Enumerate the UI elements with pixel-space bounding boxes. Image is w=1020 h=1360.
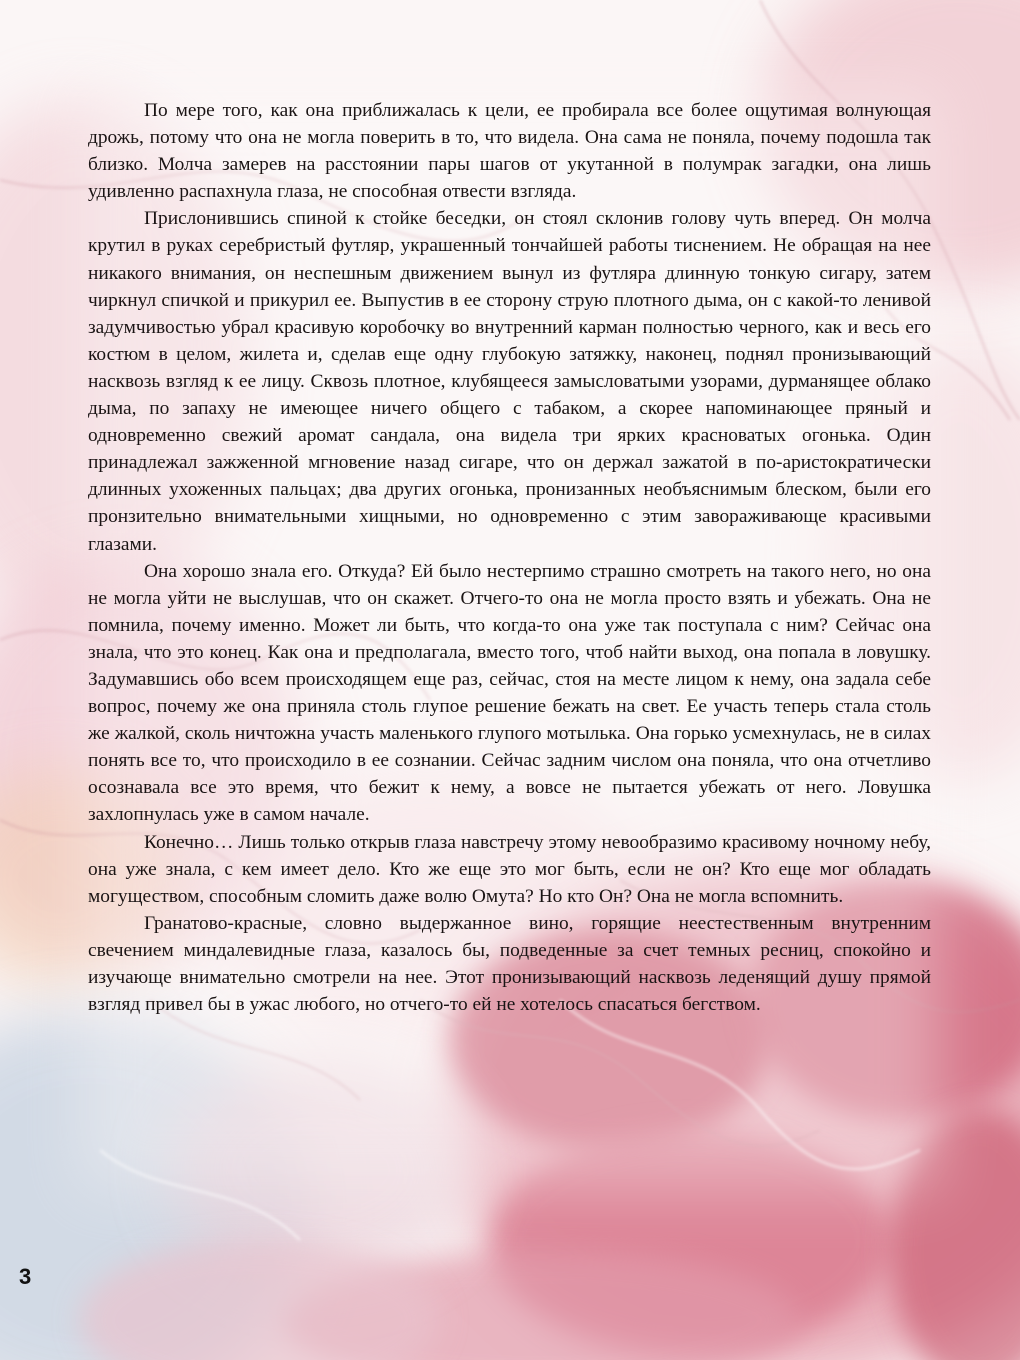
- paragraph-2: Прислонившись спиной к стойке беседки, он стоял склонив голову чуть вперед. Он молча крутил в руках серебристый футляр, украшенный тончайшей работы тиснением. Не обращая на нее никакого внимания, он неспешным движением вынул из футляра длинную тонкую сигару, затем чиркнул спичкой и прикурил ее. Выпустив в ее сторону струю плотного дыма, он с какой-то ленивой задумчивостью убрал красивую коробочку во внутренний карман полностью черного, как и весь его костюм в целом, жилета и, сделав еще одну глубокую затяжку, наконец, поднял пронизывающий насквозь взгляд к ее лицу. Сквозь плотное, клубящееся замысловатыми узорами, дурманящее облако дыма, по запаху не имеющее ничего общего с табаком, а скорее напоминающее пряный и одновременно свежий аромат сандала, она видела три ярких красноватых огонька. Один принадлежал зажженной мгновение назад сигаре, что он держал зажатой в по-аристократически длинных ухоженных пальцах; два других огонька, пронизанных необъяснимым блеском, были его пронзительно внимательными хищными, но одновременно с этим завораживающе красивыми глазами.: [88, 208, 931, 555]
- paragraph-1: По мере того, как она приближалась к цели, ее пробирала все более ощутимая волнующая дрожь, потому что она не могла поверить в то, что видела. Она сама не поняла, почему подошла так близко. Молча замерев на расстоянии пары шагов от укутанной в полумрак загадки, она лишь удивленно распахнула глаза, не способная отвести взгляда.: [88, 100, 931, 203]
- paragraph-3: Она хорошо знала его. Откуда? Ей было нестерпимо страшно смотреть на такого него, но она не могла уйти не выслушав, что он скажет. Отчего-то она не могла просто взять и убежать. Она не помнила, почему именно. Может ли быть, что когда-то она уже так поступала с ним? Сейчас она знала, что это конец. Как она и предполагала, вместо того, чтоб найти выход, она попала в ловушку. Задумавшись обо всем происходящем еще раз, сейчас, стоя на месте лицом к нему, она задала себе вопрос, почему же она приняла столь глупое решение бежать на свет. Ее участь теперь стала столь же жалкой, сколь ничтожна участь маленького глупого мотылька. Она горько усмехнулась, не в силах понять все то, что происходило в ее сознании. Сейчас задним числом она поняла, что она отчетливо осознавала все это время, что бежит к нему, а вовсе не пытается убежать от него. Ловушка захлопнулась уже в самом начале.: [88, 560, 931, 826]
- body-text: [88, 97, 931, 1018]
- page-number: 3: [19, 1264, 32, 1289]
- paragraph-5: Гранатово-красные, словно выдержанное вино, горящие неестественным внутренним свечением миндалевидные глаза, казалось бы, подведенные за счет темных ресниц, спокойно и изучающе внимательно смотрели на нее. Этот пронизывающий насквозь леденящий душу прямой взгляд привел бы в ужас любого, но отчего-то ей не хотелось спасаться бегством.: [88, 912, 931, 1016]
- paragraph-4: Конечно… Лишь только открыв глаза навстречу этому невообразимо красивому ночному небу, она уже знала, с кем имеет дело. Кто же еще это мог быть, если не он? Кто еще мог обладать могуществом, способным сломить даже волю Омута? Но кто Он? Она не могла вспомнить.: [88, 831, 931, 907]
